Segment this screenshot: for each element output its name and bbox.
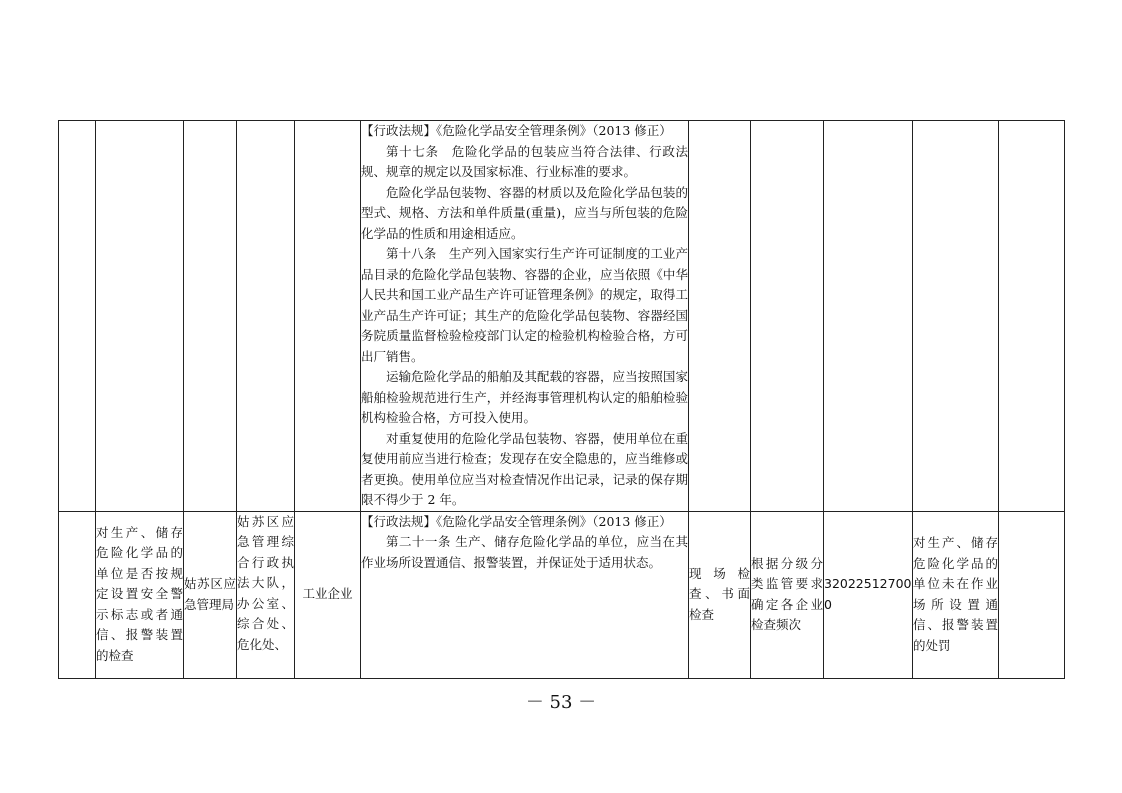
- law-title: 【行政法规】《危险化学品安全管理条例》（2013 修正）: [361, 513, 672, 529]
- table-row: [59, 511, 1065, 678]
- cell-seq: [59, 511, 96, 678]
- law-title: 【行政法规】《危险化学品安全管理条例》（2013 修正）: [361, 123, 672, 138]
- cell-dept: [237, 121, 295, 512]
- cell-item: 对生产、储存危险化学品的单位是否按规定设置安全警示标志或者通信、报警装置的检查: [96, 511, 184, 678]
- cell-frequency: 根据分级分类监管要求确定各企业检查频次: [751, 511, 824, 678]
- cell-frequency: [751, 121, 824, 512]
- law-paragraph: 对重复使用的危险化学品包装物、容器，使用单位在重复使用前应当进行检查；发现存在安全隐患的，应当维修或者更换。使用单位应当对检查情况作出记录，记录的保存期限不得少于 2 年。: [361, 430, 688, 507]
- cell-penalty: 对生产、储存危险化学品的单位未在作业场所设置通信、报警装置的处罚: [913, 511, 999, 678]
- cell-dept: 姑苏区应急管理综合行政执法大队，办公室、综合处、危化处、: [237, 511, 295, 678]
- cell-legal-basis: [361, 121, 689, 512]
- cell-method: 现场检查、书面检查: [689, 511, 751, 678]
- page-number: － 53 －: [525, 692, 597, 713]
- inspection-table: [58, 120, 1065, 679]
- law-paragraph: 运输危险化学品的船舶及其配载的容器，应当按照国家船舶检验规范进行生产，并经海事管理机构认定的船舶检验机构检验合格，方可投入使用。: [361, 369, 688, 425]
- law-paragraph: 第二十一条 生产、储存危险化学品的单位，应当在其作业场所设置通信、报警装置，并保证处于适用状态。: [361, 534, 688, 570]
- cell-target: 工业企业: [295, 511, 361, 678]
- cell-method: [689, 121, 751, 512]
- law-paragraph: 第十八条 生产列入国家实行生产许可证制度的工业产品目录的危险化学品包装物、容器的企业，应当依照《中华人民共和国工业产品生产许可证管理条例》的规定，取得工业产品生产许可证；其生产的危险化学品包装物、容器经国务院质量监督检验检疫部门认定的检验机构检验合格，方可出厂销售。: [361, 246, 688, 364]
- cell-code: 320225127000: [824, 511, 913, 678]
- cell-seq: [59, 121, 96, 512]
- cell-remark: [999, 121, 1065, 512]
- cell-legal-basis: [361, 511, 689, 678]
- cell-authority: [184, 121, 237, 512]
- law-paragraph: 第十七条 危险化学品的包装应当符合法律、行政法规、规章的规定以及国家标准、行业标准的要求。: [361, 143, 688, 179]
- cell-code: [824, 121, 913, 512]
- cell-penalty: [913, 121, 999, 512]
- cell-remark: [999, 511, 1065, 678]
- cell-item: [96, 121, 184, 512]
- cell-authority: 姑苏区应急管理局: [184, 511, 237, 678]
- table-row: [59, 121, 1065, 512]
- law-paragraph: 危险化学品包装物、容器的材质以及危险化学品包装的型式、规格、方法和单件质量(重量)，应当与所包装的危险化学品的性质和用途相适应。: [361, 184, 688, 241]
- cell-target: [295, 121, 361, 512]
